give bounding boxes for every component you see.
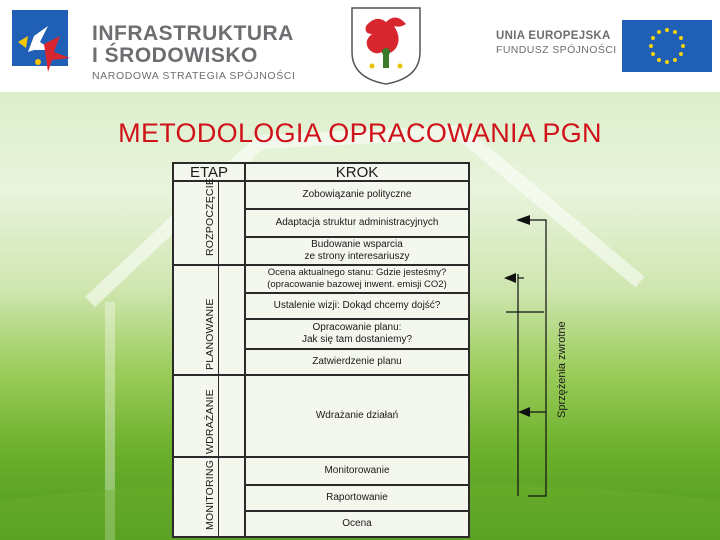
header-bar xyxy=(0,0,720,92)
stage-monitoring xyxy=(174,458,246,536)
step-row: Zobowiązanie polityczne xyxy=(246,182,468,210)
step-row: Ocena xyxy=(342,518,372,529)
column-header-krok: KROK xyxy=(246,164,468,182)
step-row: Raportowanie xyxy=(246,486,468,512)
star-logo-icon xyxy=(8,6,88,86)
stage-planowanie xyxy=(174,266,246,376)
stage-rozpoczecie xyxy=(174,177,246,266)
step-row: Adaptacja struktur administracyjnych xyxy=(246,210,468,238)
feedback-label: Sprzężenia zwrotne xyxy=(556,321,568,418)
slide-title: METODOLOGIA OPRACOWANIA PGN xyxy=(118,118,602,148)
feedback-arrows xyxy=(500,200,590,510)
step-row: Opracowanie planu: Jak się tam dostaniemy? xyxy=(246,320,468,350)
step-row: Monitorowanie xyxy=(246,458,468,486)
step-row: Budowanie wsparcia ze strony interesariuszy xyxy=(246,238,468,266)
methodology-table xyxy=(172,162,470,538)
logo-subtitle: NARODOWA STRATEGIA SPÓJNOŚCI xyxy=(92,70,296,82)
eu-title: UNIA EUROPEJSKA xyxy=(496,30,611,42)
logo-title-line2: I ŚRODOWISKO xyxy=(92,44,258,67)
stage-label: PLANOWANIE xyxy=(204,298,216,370)
stage-wdrazanie xyxy=(174,376,246,458)
step-row: Ocena aktualnego stanu: Gdzie jesteśmy? (opracowanie bazowej inwent. emisji CO2) xyxy=(246,266,468,294)
griffin-crest-icon xyxy=(346,4,426,86)
stage-label: WDRAŻANIE xyxy=(204,389,216,454)
eu-text-block xyxy=(496,30,617,56)
logo-title-line1: INFRASTRUKTURA xyxy=(92,22,294,45)
infrastruktura-logo xyxy=(8,6,298,86)
stage-label: MONITORING xyxy=(204,459,216,530)
eu-flag-icon xyxy=(622,20,712,72)
step-row: Ustalenie wizji: Dokąd chcemy dojść? xyxy=(246,294,468,320)
step-row: Zatwierdzenie planu xyxy=(246,350,468,376)
step-row: Wdrażanie działań xyxy=(246,376,468,458)
eu-fund: FUNDUSZ SPÓJNOŚCI xyxy=(496,44,617,56)
stage-label: ROZPOCZĘCIE xyxy=(204,177,216,256)
column-header-etap: ETAP xyxy=(174,164,246,182)
